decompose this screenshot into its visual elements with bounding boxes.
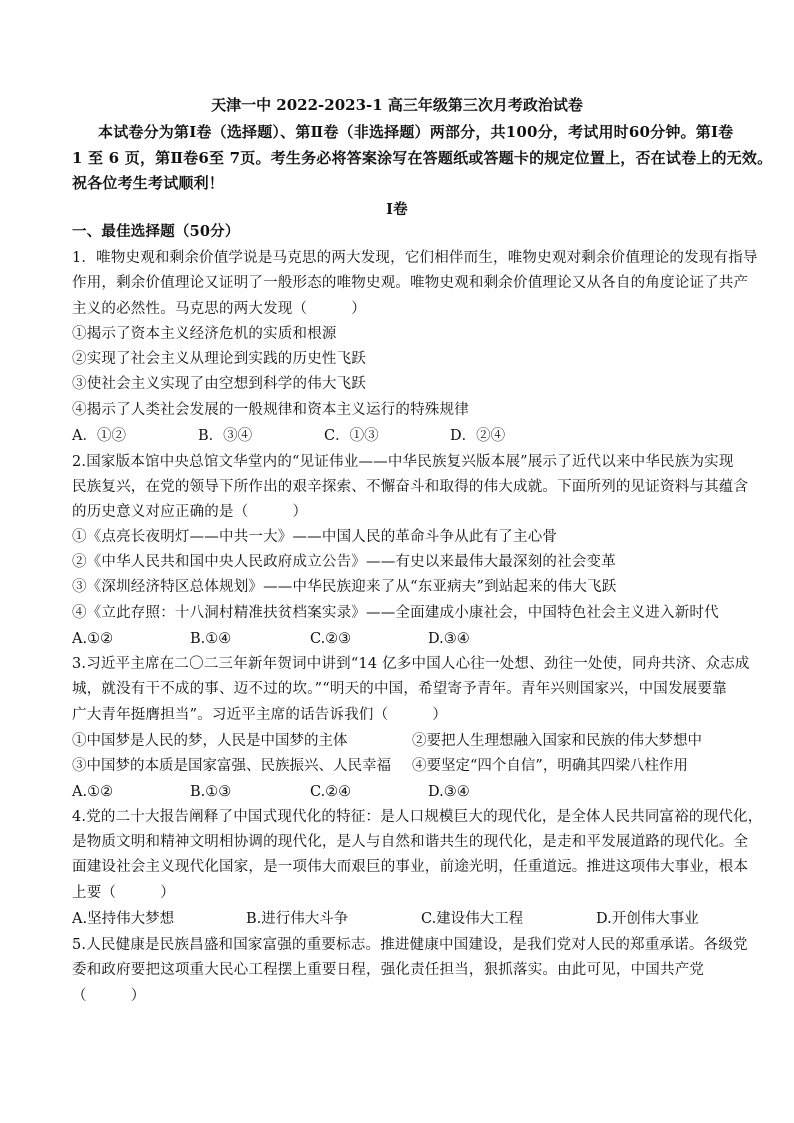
q2-item-2: ②《中华人民共和国中央人民政府成立公告》——有史以来最伟大最深刻的社会变革 xyxy=(72,554,616,570)
q3-stem-line-1: 3.习近平主席在二〇二三年新年贺词中讲到“14 亿多中国人心往一处想、劲往一处使，同舟共济、众志成 xyxy=(72,656,750,672)
q2-item-3: ③《深圳经济特区总体规划》——中华民族迎来了从“东亚病夫”到站起来的伟大飞跃 xyxy=(72,579,617,595)
q3-stem-line-3: 广大青年挺膺担当”。习近平主席的话告诉我们（ ） xyxy=(72,707,448,723)
q1-item-4: ④揭示了人类社会发展的一般规律和资本主义运行的特殊规律 xyxy=(72,402,469,418)
q2-stem-line-3: 的历史意义对应正确的是（ ） xyxy=(72,504,308,520)
q3-option-a[interactable]: A.①② xyxy=(72,784,114,800)
q4-option-a[interactable]: A.坚持伟大梦想 xyxy=(72,911,175,927)
q2-option-b[interactable]: B.①④ xyxy=(190,631,232,647)
q4-stem-line-1: 4.党的二十大报告阐释了中国式现代化的特征：是人口规模巨大的现代化，是全体人民共同富裕的现代化， xyxy=(72,809,763,825)
q3-stem-line-2: 城，就没有干不成的事、迈不过的坎。”“明天的中国，希望寄予青年。青年兴则国家兴，中国发展要靠 xyxy=(72,681,727,697)
q3-item-3: ③中国梦的本质是国家富强、民族振兴、人民幸福 xyxy=(72,758,391,774)
q2-item-1: ①《点亮长夜明灯——中共一大》——中国人民的革命斗争从此有了主心骨 xyxy=(72,529,558,545)
q2-option-a[interactable]: A.①② xyxy=(72,631,114,647)
exam-title: 天津一中 2022-2023-1 高三年级第三次月考政治试卷 xyxy=(211,96,583,114)
intro-line-2: 1 至 6 页，第Ⅱ卷6至 7页。考生务必将答案涂写在答题纸或答题卡的规定位置上，否在试卷上的无效。 xyxy=(72,149,773,167)
volume-heading: Ⅰ卷 xyxy=(386,201,408,218)
q5-stem-line-2: 委和政府要把这项重大民心工程摆上重要日程，强化责任担当，狠抓落实。由此可见，中国共产党 xyxy=(72,962,705,978)
q1-option-c[interactable]: C．①③ xyxy=(324,428,379,444)
q3-option-d[interactable]: D.③④ xyxy=(428,784,470,800)
q4-stem-line-3: 面建设社会主义现代化国家，是一项伟大而艰巨的事业，前途光明，任重道远。推进这项伟大事业，根本 xyxy=(72,859,749,875)
q1-option-b[interactable]: B．③④ xyxy=(198,428,253,444)
q3-option-c[interactable]: C.②④ xyxy=(310,784,352,800)
q4-option-d[interactable]: D.开创伟大事业 xyxy=(596,911,699,927)
q2-stem-line-2: 民族复兴，在党的领导下所作出的艰辛探索、不懈奋斗和取得的伟大成就。下面所列的见证资料与其蕴含 xyxy=(72,479,749,495)
q2-option-d[interactable]: D.③④ xyxy=(428,631,470,647)
q1-item-2: ②实现了社会主义从理论到实践的历史性飞跃 xyxy=(72,351,366,367)
q1-stem-line-1: 1．唯物史观和剩余价值学说是马克思的两大发现，它们相伴而生，唯物史观对剩余价值理论的发现有指导 xyxy=(72,250,758,266)
q2-item-4: ④《立此存照：十八洞村精准扶贫档案实录》——全面建成小康社会，中国特色社会主义进入新时代 xyxy=(72,605,719,621)
q4-option-b[interactable]: B.进行伟大斗争 xyxy=(246,911,349,927)
q1-item-1: ①揭示了资本主义经济危机的实质和根源 xyxy=(72,326,337,342)
q4-option-c[interactable]: C.建设伟大工程 xyxy=(421,911,524,927)
q3-item-4: ④要坚定“四个自信”，明确其四梁八柱作用 xyxy=(412,758,688,774)
intro-line-1: 本试卷分为第Ⅰ卷（选择题）、第Ⅱ卷（非选择题）两部分，共100分，考试用时60分钟。第Ⅰ卷 xyxy=(98,123,734,141)
q1-option-a[interactable]: A．①② xyxy=(72,428,126,444)
q3-option-b[interactable]: B.①③ xyxy=(190,784,232,800)
q5-stem-line-1: 5.人民健康是民族昌盛和国家富强的重要标志。推进健康中国建设，是我们党对人民的郑重承诺。各级党 xyxy=(72,937,748,953)
q3-item-2: ②要把人生理想融入国家和民族的伟大梦想中 xyxy=(412,733,702,749)
q1-stem-line-3: 主义的必然性。马克思的两大发现（ ） xyxy=(72,301,366,317)
q1-item-3: ③使社会主义实现了由空想到科学的伟大飞跃 xyxy=(72,376,366,392)
q4-stem-line-2: 是物质文明和精神文明相协调的现代化，是人与自然和谐共生的现代化，是走和平发展道路的现代化。全 xyxy=(72,834,749,850)
q5-stem-line-3: （ ） xyxy=(72,988,146,1004)
q2-option-c[interactable]: C.②③ xyxy=(310,631,352,647)
q1-stem-line-2: 作用，剩余价值理论又证明了一般形态的唯物史观。唯物史观和剩余价值理论又从各自的角度论证了共产 xyxy=(72,275,749,291)
q1-option-d[interactable]: D．②④ xyxy=(450,428,506,444)
q4-stem-line-4: 上要（ ） xyxy=(72,885,175,901)
section-heading: 一、最佳选择题（50分） xyxy=(72,223,240,240)
intro-line-3: 祝各位考生考试顺利！ xyxy=(72,174,225,192)
q2-stem-line-1: 2.国家版本馆中央总馆文华堂内的“见证伟业——中华民族复兴版本展”展示了近代以来中华民族为实现 xyxy=(72,454,734,470)
q3-item-1: ①中国梦是人民的梦，人民是中国梦的主体 xyxy=(72,733,348,749)
